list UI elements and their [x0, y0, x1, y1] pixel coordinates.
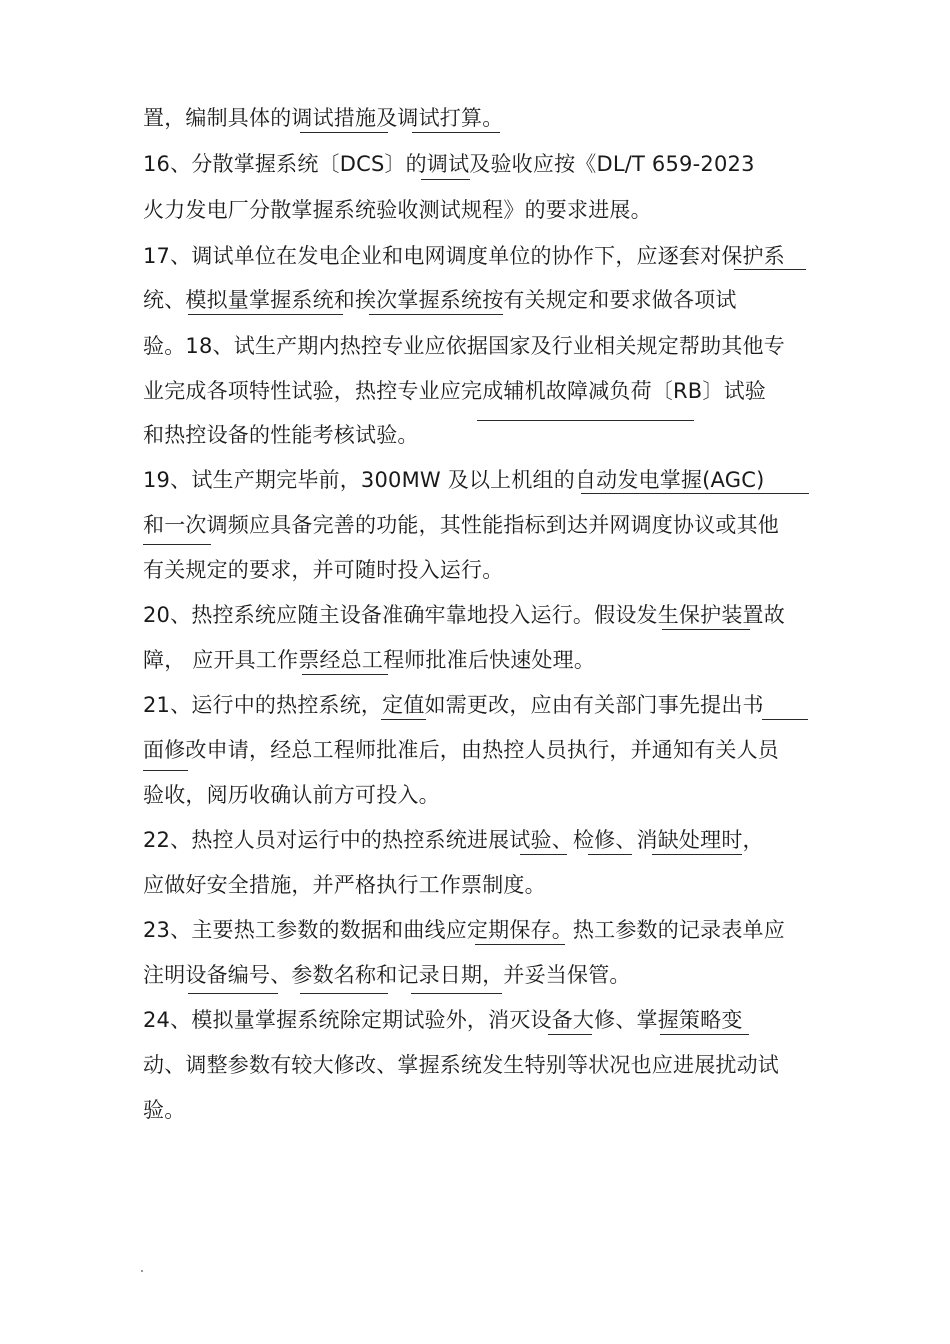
blank-underline [300, 993, 388, 994]
text-line: 验。18、试生产期内热控专业应依据国家及行业相关规定帮助其他专 [143, 334, 785, 358]
text-line: 23、主要热工参数的数据和曲线应定期保存。热工参数的记录表单应 [143, 918, 785, 942]
text-line: 22、热控人员对运行中的热控系统进展试验、检修、消缺处理时， [143, 828, 764, 852]
text-line: 和热控设备的性能考核试验。 [143, 423, 419, 447]
blank-underline [143, 544, 211, 545]
text-line: 验。 [143, 1098, 186, 1122]
text-line: 17、调试单位在发电企业和电网调度单位的协作下，应逐套对保护系 [143, 244, 785, 268]
blank-underline [188, 993, 278, 994]
blank-underline [411, 993, 502, 994]
blank-underline [520, 854, 567, 855]
text-line: 和一次调频应具备完善的功能，其性能指标到达并网调度协议或其他 [143, 513, 779, 537]
blank-underline [143, 770, 188, 771]
text-line: 动、调整参数有较大修改、掌握系统发生特别等状况也应进展扰动试 [143, 1053, 779, 1077]
blank-underline [662, 629, 750, 630]
blank-underline [302, 674, 388, 675]
blank-underline [652, 854, 742, 855]
text-line: 有关规定的要求，并可随时投入运行。 [143, 558, 504, 582]
text-line: 验收，阅历收确认前方可投入。 [143, 783, 440, 807]
blank-underline [381, 719, 426, 720]
blank-underline [548, 1034, 592, 1035]
text-line: 面修改申请，经总工程师批准后，由热控人员执行，并通知有关人员 [143, 738, 779, 762]
text-line: 21、运行中的热控系统，定值如需更改，应由有关部门事先提出书 [143, 693, 764, 717]
blank-underline [421, 179, 470, 180]
blank-underline [412, 132, 500, 133]
blank-underline [734, 269, 806, 270]
text-line: 障， 应开具工作票经总工程师批准后快速处理。 [143, 648, 596, 672]
blank-underline [581, 493, 809, 494]
blank-underline [475, 944, 565, 945]
text-line: 应做好安全措施，并严格执行工作票制度。 [143, 873, 546, 897]
text-line: 置，编制具体的调试措施及调试打算。 [143, 106, 504, 130]
text-line: 业完成各项特性试验，热控专业应完成辅机故障减负荷〔RB〕试验 [143, 379, 766, 403]
corner-mark [141, 1270, 143, 1272]
blank-underline [188, 314, 343, 315]
text-line: 19、试生产期完毕前，300MW 及以上机组的自动发电掌握(AGC) [143, 468, 765, 492]
text-line: 16、分散掌握系统〔DCS〕的调试及验收应按《DL/T 659-2023 [143, 152, 755, 176]
text-line: 20、热控系统应随主设备准确牢靠地投入运行。假设发生保护装置故 [143, 603, 785, 627]
blank-underline [369, 314, 503, 315]
blank-underline [762, 719, 808, 720]
blank-underline [660, 1034, 749, 1035]
text-line: 24、模拟量掌握系统除定期试验外，消灭设备大修、掌握策略变 [143, 1008, 743, 1032]
text-line: 统、模拟量掌握系统和挨次掌握系统按有关规定和要求做各项试 [143, 288, 737, 312]
text-line: 火力发电厂分散掌握系统验收测试规程》的要求进展。 [143, 198, 652, 222]
blank-underline [588, 854, 632, 855]
text-line: 注明设备编号、参数名称和记录日期，并妥当保管。 [143, 963, 631, 987]
blank-underline [300, 132, 388, 133]
blank-underline [477, 420, 694, 421]
